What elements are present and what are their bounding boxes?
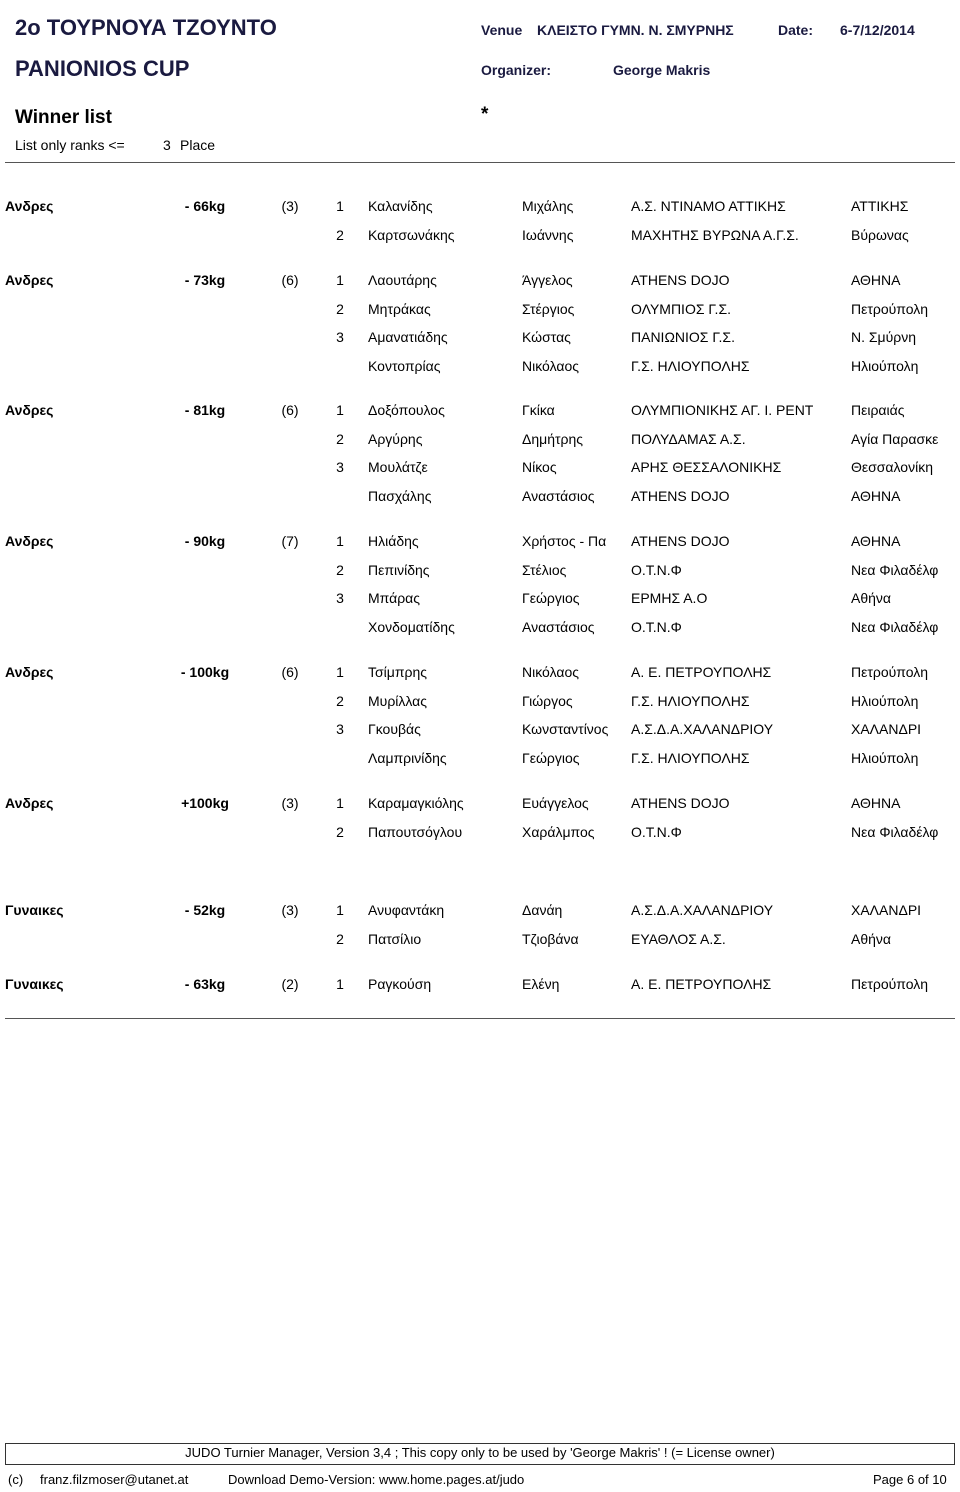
- city: Πετρούπολη: [851, 976, 929, 992]
- surname: Μπάρας: [368, 590, 421, 607]
- city: Πειραιάς: [851, 402, 905, 418]
- weight-class: +100kg: [181, 795, 229, 811]
- tournament-title: 2o ΤΟΥΡΝΟΥΑ ΤΖΟΥΝΤΟ: [15, 15, 277, 40]
- result-row: [0, 488, 960, 508]
- rank: 3: [336, 329, 344, 346]
- surname: Μουλάτζε: [368, 459, 428, 476]
- result-row: [0, 795, 960, 815]
- rank: 2: [336, 300, 344, 317]
- weight-class: - 90kg: [184, 533, 226, 549]
- date-value: 6-7/12/2014: [840, 22, 915, 38]
- surname: Παπουτσόγλου: [368, 823, 463, 840]
- category-gender: Ανδρες: [5, 664, 54, 680]
- city: ΑΘΗΝΑ: [851, 795, 901, 811]
- rank: 3: [336, 459, 344, 476]
- first-name: Δημήτρης: [522, 430, 584, 447]
- surname: Λαμπρινίδης: [368, 750, 447, 767]
- club: Α. Ε. ΠΕΤΡΟΥΠΟΛΗΣ: [631, 976, 772, 992]
- city: Ν. Σμύρνη: [851, 329, 917, 346]
- first-name: Κώστας: [522, 329, 571, 346]
- first-name: Δανάη: [522, 902, 563, 918]
- participant-count: (3): [281, 902, 299, 918]
- club: ATHENS DOJO: [631, 488, 730, 505]
- city: ΑΘΗΝΑ: [851, 533, 901, 549]
- club: Α.Σ.Δ.Α.ΧΑΛΑΝΔΡΙΟΥ: [631, 721, 774, 738]
- rank: 2: [336, 823, 344, 840]
- page-indicator: Page 6 of 10: [873, 1472, 947, 1487]
- result-row: [0, 533, 960, 553]
- category-gender: Γυναικες: [5, 976, 64, 992]
- category-gender: Ανδρες: [5, 795, 54, 811]
- author-email[interactable]: franz.filzmoser@utanet.at: [40, 1472, 189, 1487]
- surname: Πεπινίδης: [368, 561, 430, 578]
- club: ΕΡΜΗΣ Α.Ο: [631, 590, 708, 607]
- city: Αγία Παρασκε: [851, 430, 939, 447]
- filter-value: 3: [163, 137, 171, 153]
- city: ΧΑΛΑΝΔΡΙ: [851, 721, 922, 738]
- venue-value: ΚΛΕΙΣΤΟ ΓΥΜΝ. Ν. ΣΜΥΡΝΗΣ: [537, 22, 734, 38]
- surname: Πασχάλης: [368, 488, 432, 505]
- rank: 1: [336, 533, 344, 549]
- city: Θεσσαλονίκη: [851, 459, 933, 476]
- first-name: Στέλιος: [522, 561, 567, 578]
- result-row: [0, 693, 960, 713]
- rank: 2: [336, 692, 344, 709]
- surname: Αργύρης: [368, 430, 423, 447]
- rank: 1: [336, 664, 344, 680]
- rank: 1: [336, 402, 344, 418]
- city: Ηλιούπολη: [851, 358, 919, 375]
- filter-label: List only ranks <=: [15, 137, 125, 153]
- club: Α.Σ. ΝΤΙΝΑΜΟ ΑΤΤΙΚΗΣ: [631, 198, 786, 214]
- venue-label: Venue: [481, 22, 523, 38]
- city: ΑΤΤΙΚΗΣ: [851, 198, 909, 214]
- result-row: [0, 721, 960, 741]
- surname: Καραμαγκιόλης: [368, 795, 464, 811]
- club: ΟΛΥΜΠΙΟΣ Γ.Σ.: [631, 300, 731, 317]
- category-gender: Ανδρες: [5, 198, 54, 214]
- asterisk-mark: *: [481, 104, 489, 125]
- first-name: Στέργιος: [522, 300, 575, 317]
- surname: Αμανατιάδης: [368, 329, 448, 346]
- club: Γ.Σ. ΗΛΙΟΥΠΟΛΗΣ: [631, 692, 750, 709]
- city: Πετρούπολη: [851, 664, 929, 680]
- result-row: [0, 272, 960, 292]
- result-row: [0, 227, 960, 247]
- participant-count: (7): [281, 533, 299, 549]
- city: ΧΑΛΑΝΔΡΙ: [851, 902, 922, 918]
- result-row: [0, 902, 960, 922]
- rank: 1: [336, 795, 344, 811]
- result-row: [0, 976, 960, 996]
- first-name: Νικόλαος: [522, 664, 579, 680]
- city: ΑΘΗΝΑ: [851, 488, 901, 505]
- first-name: Αναστάσιος: [522, 619, 595, 636]
- first-name: Χρήστος - Πα: [522, 533, 607, 549]
- rank: 3: [336, 721, 344, 738]
- city: ΑΘΗΝΑ: [851, 272, 901, 288]
- result-row: [0, 459, 960, 479]
- first-name: Αναστάσιος: [522, 488, 595, 505]
- result-row: [0, 329, 960, 349]
- city: Αθήνα: [851, 930, 892, 947]
- first-name: Νικόλαος: [522, 358, 579, 375]
- first-name: Ελένη: [522, 976, 560, 992]
- club: ΠΑΝΙΩΝΙΟΣ Γ.Σ.: [631, 329, 735, 346]
- surname: Τσίμπρης: [368, 664, 427, 680]
- result-row: [0, 931, 960, 951]
- club: Ο.Τ.Ν.Φ: [631, 619, 682, 636]
- first-name: Τζιοβάνα: [522, 930, 579, 947]
- copyright-mark: (c): [8, 1472, 24, 1487]
- result-row: [0, 562, 960, 582]
- first-name: Κωνσταντίνος: [522, 721, 609, 738]
- first-name: Γιώργος: [522, 692, 573, 709]
- rank: 1: [336, 976, 344, 992]
- club: Γ.Σ. ΗΛΙΟΥΠΟΛΗΣ: [631, 750, 750, 767]
- first-name: Μιχάλης: [522, 198, 574, 214]
- rank: 2: [336, 930, 344, 947]
- participant-count: (2): [281, 976, 299, 992]
- cup-title: PANIONIOS CUP: [15, 56, 190, 81]
- weight-class: - 100kg: [180, 664, 230, 680]
- result-row: [0, 590, 960, 610]
- category-gender: Γυναικες: [5, 902, 64, 918]
- result-row: [0, 824, 960, 844]
- first-name: Νίκος: [522, 459, 557, 476]
- result-row: [0, 198, 960, 218]
- first-name: Χαράλμπος: [522, 823, 595, 840]
- first-name: Άγγελος: [522, 272, 573, 288]
- city: Νεα Φιλαδέλφ: [851, 619, 939, 636]
- participant-count: (6): [281, 402, 299, 418]
- result-row: [0, 750, 960, 770]
- weight-class: - 81kg: [184, 402, 226, 418]
- surname: Ραγκούση: [368, 976, 432, 992]
- club: ΕΥΑΘΛΟΣ Α.Σ.: [631, 930, 726, 947]
- first-name: Γκίκα: [522, 402, 555, 418]
- weight-class: - 66kg: [184, 198, 226, 214]
- organizer-value: George Makris: [613, 62, 711, 78]
- participant-count: (3): [281, 198, 299, 214]
- participant-count: (6): [281, 664, 299, 680]
- result-row: [0, 301, 960, 321]
- first-name: Γεώργιος: [522, 590, 580, 607]
- rank: 1: [336, 198, 344, 214]
- city: Ηλιούπολη: [851, 750, 919, 767]
- club: ATHENS DOJO: [631, 533, 730, 549]
- category-gender: Ανδρες: [5, 402, 54, 418]
- surname: Μητράκας: [368, 300, 431, 317]
- surname: Λαουτάρης: [368, 272, 437, 288]
- club: Ο.Τ.Ν.Φ: [631, 561, 682, 578]
- city: Πετρούπολη: [851, 300, 929, 317]
- surname: Κοντοπρίας: [368, 358, 441, 375]
- rank: 2: [336, 561, 344, 578]
- header-divider: [5, 162, 955, 163]
- rank: 2: [336, 430, 344, 447]
- rank: 1: [336, 902, 344, 918]
- city: Αθήνα: [851, 590, 892, 607]
- rank: 3: [336, 590, 344, 607]
- category-gender: Ανδρες: [5, 272, 54, 288]
- license-notice: JUDO Turnier Manager, Version 3,4 ; This copy only to be used by 'George Makris' ! (= License owner): [5, 1443, 955, 1465]
- city: Νεα Φιλαδέλφ: [851, 561, 939, 578]
- club: Α.Σ.Δ.Α.ΧΑΛΑΝΔΡΙΟΥ: [631, 902, 774, 918]
- surname: Ανυφαντάκη: [368, 902, 445, 918]
- result-row: [0, 402, 960, 422]
- first-name: Ευάγγελος: [522, 795, 589, 811]
- city: Βύρωνας: [851, 226, 909, 243]
- club: Ο.Τ.Ν.Φ: [631, 823, 682, 840]
- weight-class: - 63kg: [184, 976, 226, 992]
- surname: Ηλιάδης: [368, 533, 419, 549]
- rank: 1: [336, 272, 344, 288]
- surname: Καρτσωνάκης: [368, 226, 455, 243]
- club: Α. Ε. ΠΕΤΡΟΥΠΟΛΗΣ: [631, 664, 772, 680]
- club: ΜΑΧΗΤΗΣ ΒΥΡΩΝΑ Α.Γ.Σ.: [631, 226, 799, 243]
- first-name: Ιωάννης: [522, 226, 574, 243]
- club: ΑΡΗΣ ΘΕΣΣΑΛΟΝΙΚΗΣ: [631, 459, 782, 476]
- category-gender: Ανδρες: [5, 533, 54, 549]
- rank: 2: [336, 226, 344, 243]
- weight-class: - 52kg: [184, 902, 226, 918]
- club: ΠΟΛΥΔΑΜΑΣ Α.Σ.: [631, 430, 746, 447]
- result-row: [0, 431, 960, 451]
- club: ATHENS DOJO: [631, 795, 730, 811]
- result-row: [0, 358, 960, 378]
- organizer-label: Organizer:: [481, 62, 552, 78]
- surname: Μυρίλλας: [368, 692, 428, 709]
- surname: Γκουβάς: [368, 721, 421, 738]
- surname: Καλανίδης: [368, 198, 433, 214]
- city: Ηλιούπολη: [851, 692, 919, 709]
- result-row: [0, 619, 960, 639]
- club: ΟΛΥΜΠΙΟΝΙΚΗΣ ΑΓ. Ι. ΡΕΝΤ: [631, 402, 814, 418]
- list-title: Winner list: [15, 107, 112, 128]
- download-link[interactable]: Download Demo-Version: www.home.pages.at/judo: [228, 1472, 525, 1487]
- surname: Δοξόπουλος: [368, 402, 445, 418]
- participant-count: (6): [281, 272, 299, 288]
- result-row: [0, 664, 960, 684]
- club: Γ.Σ. ΗΛΙΟΥΠΟΛΗΣ: [631, 358, 750, 375]
- surname: Χονδοματίδης: [368, 619, 455, 636]
- content-end-divider: [5, 1018, 955, 1019]
- club: ATHENS DOJO: [631, 272, 730, 288]
- date-label: Date:: [778, 22, 814, 38]
- city: Νεα Φιλαδέλφ: [851, 823, 939, 840]
- weight-class: - 73kg: [184, 272, 226, 288]
- filter-unit: Place: [180, 137, 216, 153]
- first-name: Γεώργιος: [522, 750, 580, 767]
- participant-count: (3): [281, 795, 299, 811]
- surname: Πατσίλιο: [368, 930, 422, 947]
